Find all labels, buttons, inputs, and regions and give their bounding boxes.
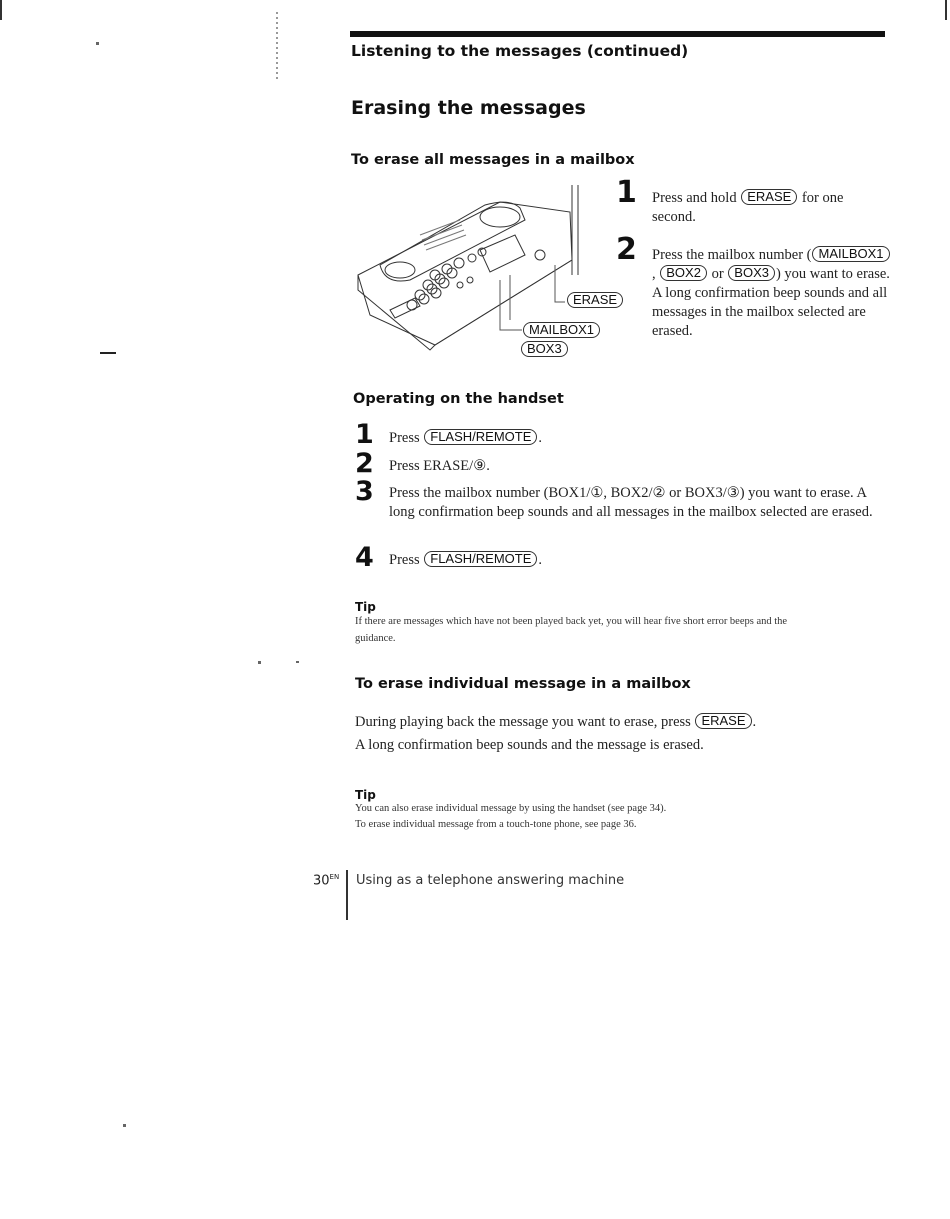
tip-text: If there are messages which have not been played back yet, you will hear five short error beeps and the guidance. (355, 616, 788, 644)
handset-step-3: Press the mailbox number (BOX1/①, BOX2/② or BOX3/③) you want to erase. A long confirmation beep sounds and all messages in the mailbox selected are erased. (389, 485, 873, 520)
diagram-label-mailbox1: MAILBOX1 (522, 322, 601, 340)
box2-key-label: BOX2 (660, 265, 707, 281)
individual-line-1: During playing back the message you want to erase, press ERASE . (355, 713, 757, 730)
erase-key-label: ERASE (695, 713, 751, 729)
subheading-erase-all: To erase all messages in a mailbox (351, 152, 635, 168)
subheading-erase-individual: To erase individual message in a mailbox (355, 676, 691, 692)
step-number: 1 (355, 419, 374, 450)
scan-mark (258, 661, 261, 664)
scan-mark (123, 1124, 126, 1127)
step-1-text: Press and hold ERASE for one second. (652, 189, 844, 225)
step-number: 4 (355, 542, 374, 573)
mailbox1-key-label: MAILBOX1 (812, 246, 889, 262)
scan-mark (276, 12, 278, 82)
flash-remote-key-label: FLASH/REMOTE (424, 429, 537, 445)
header-rule (350, 31, 885, 37)
scan-mark (100, 352, 116, 354)
tip-label: Tip (355, 788, 376, 802)
scan-mark (945, 0, 947, 20)
step-number: 1 (616, 175, 637, 210)
box3-key-label: BOX3 (728, 265, 775, 281)
scan-mark (0, 0, 2, 20)
tip-label: Tip (355, 600, 376, 614)
subheading-handset: Operating on the handset (353, 391, 564, 407)
scan-mark (96, 42, 99, 45)
diagram-label-box3: BOX3 (520, 341, 569, 359)
step-number: 3 (355, 476, 374, 507)
step-2-text: Press the mailbox number ( MAILBOX1, BOX2 or BOX3 ) you want to erase. A long confirmation beep sounds and all messages in the mailbox selected are erased. (652, 246, 892, 341)
diagram-label-erase: ERASE (566, 292, 624, 310)
page-number: $30^{EN}$ (313, 873, 340, 889)
handset-step-4: Press FLASH/REMOTE . (389, 551, 542, 568)
running-header: Listening to the messages (continued) (351, 42, 689, 60)
step-2-result: A long confirmation beep sounds and all messages in the mailbox selected are erased. (652, 285, 888, 339)
erase-key-label: ERASE (741, 189, 797, 205)
individual-line-2: A long confirmation beep sounds and the message is erased. (355, 737, 704, 753)
handset-step-2: Press ERASE/⑨. (389, 458, 490, 474)
section-title: Erasing the messages (351, 97, 586, 119)
flash-remote-key-label: FLASH/REMOTE (424, 551, 537, 567)
scan-mark (296, 661, 299, 663)
footer-section-title: Using as a telephone answering machine (356, 873, 625, 888)
tip-text-line-2: To erase individual message from a touch-tone phone, see page 36. (355, 819, 637, 830)
step-number: 2 (355, 448, 374, 479)
tip-text-line-1: You can also erase individual message by using the handset (see page 34). (355, 803, 667, 814)
handset-step-1: Press FLASH/REMOTE . (389, 429, 542, 446)
footer-rule (346, 870, 348, 920)
step-number: 2 (616, 232, 637, 267)
